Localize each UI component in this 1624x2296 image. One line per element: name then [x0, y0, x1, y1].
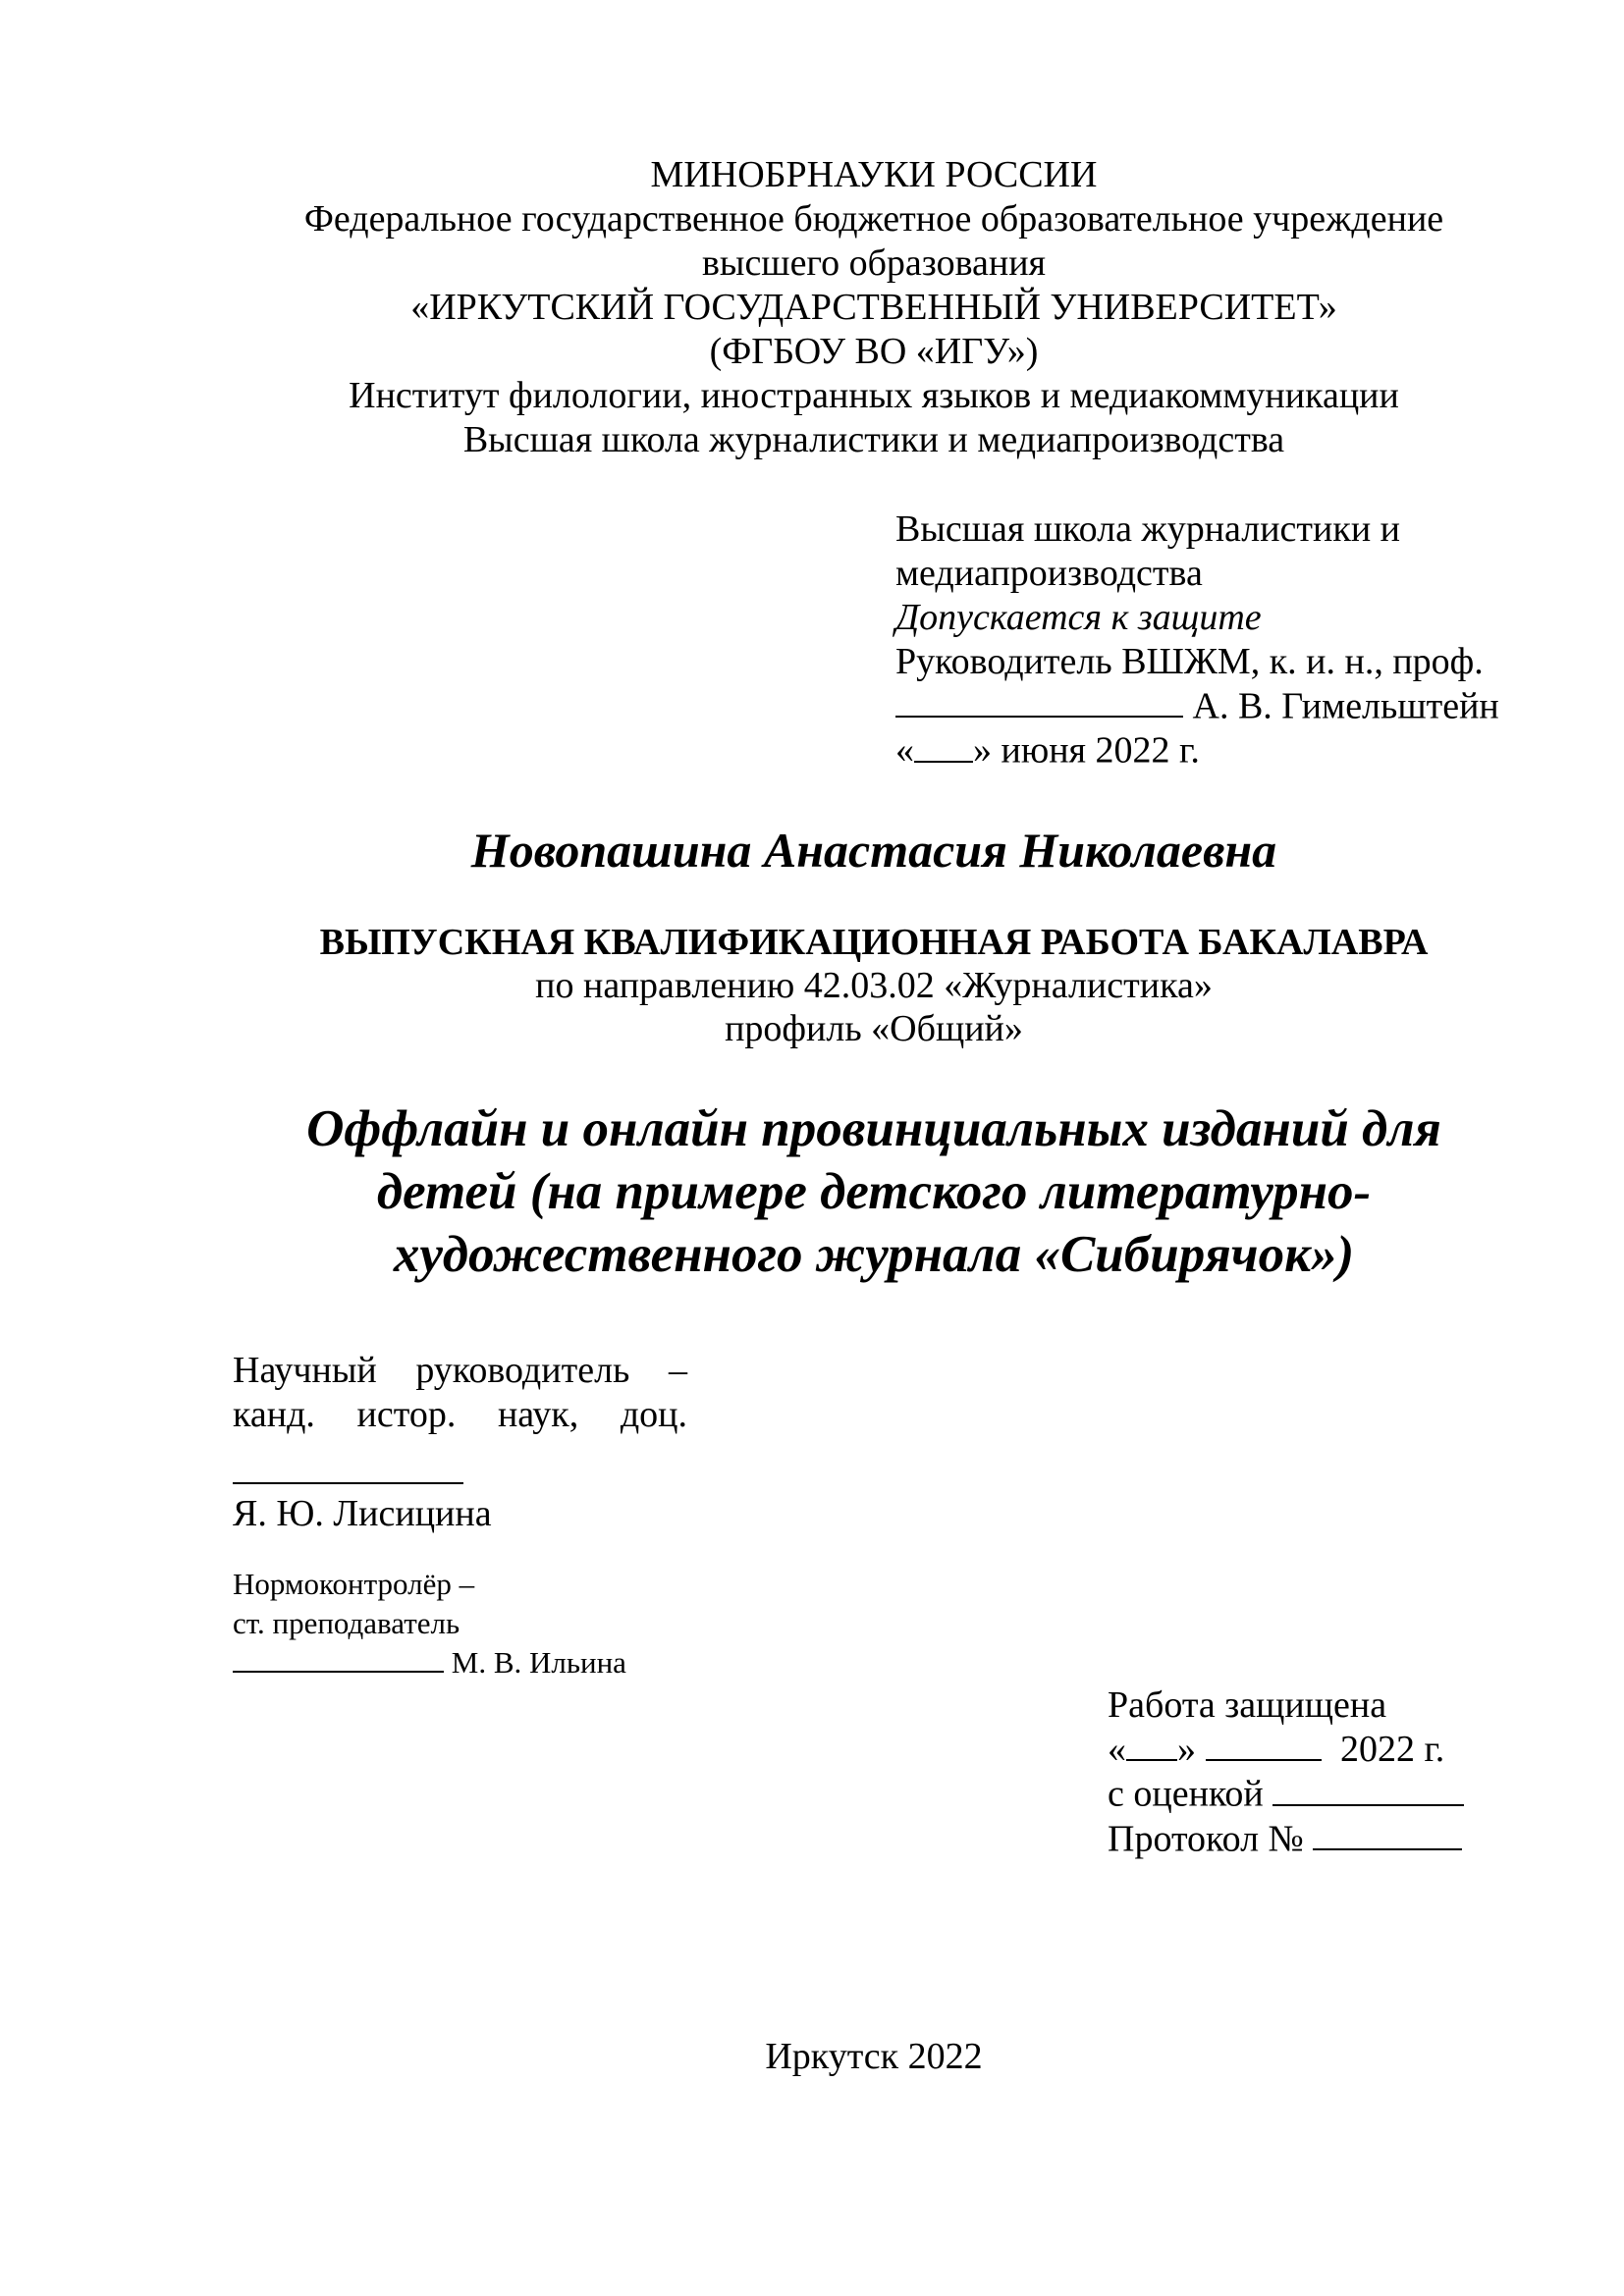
approval-signature-row: [895, 684, 1499, 728]
normocontrol-signature-row: [233, 1643, 626, 1682]
supervisor-word: доц.: [620, 1394, 687, 1435]
supervisor-line1: [233, 1349, 687, 1393]
university-abbreviation: (ФГБОУ ВО «ИГУ»): [709, 331, 1039, 372]
supervisor-word: истор.: [356, 1394, 457, 1435]
approval-school-line2: медиапроизводства: [895, 553, 1203, 594]
approval-school-line1: Высшая школа журналистики и: [895, 508, 1401, 550]
defense-date-row: [1108, 1728, 1464, 1772]
normocontrol-block: [233, 1565, 626, 1682]
university-name: «ИРКУТСКИЙ ГОСУДАРСТВЕННЫЙ УНИВЕРСИТЕТ»: [410, 287, 1337, 328]
grade-row: [1108, 1772, 1464, 1816]
month-blank-line: [1206, 1728, 1322, 1761]
defense-status: Работа защищена: [1108, 1684, 1387, 1726]
date-quote-open: «: [895, 729, 914, 772]
supervisor-name: Я. Ю. Лисицина: [233, 1493, 492, 1534]
ministry-name: МИНОБРНАУКИ РОССИИ: [650, 154, 1098, 195]
supervisor-block: [233, 1349, 687, 1536]
day-blank-line: [914, 728, 973, 762]
approval-date-text: » июня 2022 г.: [973, 729, 1200, 772]
thesis-title-line2: детей (на примере детского литературно-: [376, 1163, 1372, 1220]
institute-name: Институт филологии, иностранных языков и медиакоммуникации: [349, 375, 1399, 416]
protocol-label: Протокол №: [1108, 1817, 1304, 1859]
normocontrol-signature-line: [233, 1645, 444, 1673]
protocol-blank-line: [1313, 1817, 1462, 1850]
supervisor-word: наук,: [497, 1394, 579, 1435]
work-profile: профиль «Общий»: [725, 1008, 1023, 1049]
author-name: Новопашина Анастасия Николаевна: [470, 823, 1277, 878]
city-year: Иркутск 2022: [765, 2036, 983, 2077]
defense-year: 2022 г.: [1340, 1729, 1445, 1771]
normocontrol-position: ст. преподаватель: [233, 1606, 460, 1640]
document-header: [0, 153, 1624, 462]
approval-head-title: Руководитель ВШЖМ, к. и. н., проф.: [895, 641, 1484, 682]
supervisor-word: –: [668, 1350, 687, 1391]
approval-block: [895, 507, 1499, 774]
work-info: [0, 921, 1624, 1050]
admitted-to-defense: Допускается к защите: [895, 597, 1262, 638]
signature-line: [895, 684, 1183, 718]
grade-blank-line: [1272, 1772, 1464, 1805]
supervisor-word: Научный: [233, 1350, 377, 1391]
supervisor-word: руководитель: [415, 1350, 630, 1391]
date-quote-close: »: [1177, 1729, 1196, 1771]
supervisor-line2: [233, 1393, 687, 1437]
supervisor-signature-line: [233, 1447, 463, 1484]
date-quote-open: «: [1108, 1729, 1126, 1771]
normocontrol-name: М. В. Ильина: [451, 1645, 626, 1680]
approval-head-name: А. В. Гимельштейн: [1192, 685, 1499, 727]
thesis-title: [196, 1097, 1551, 1286]
work-direction: по направлению 42.03.02 «Журналистика»: [535, 965, 1213, 1006]
grade-label: с оценкой: [1108, 1773, 1264, 1815]
supervisor-word: канд.: [233, 1394, 315, 1435]
school-name: Высшая школа журналистики и медиапроизводства: [462, 419, 1285, 460]
work-type: ВЫПУСКНАЯ КВАЛИФИКАЦИОННАЯ РАБОТА БАКАЛАВРА: [319, 922, 1429, 963]
thesis-title-line3: художественного журнала «Сибирячок»): [393, 1226, 1355, 1283]
institution-type-line2: высшего образования: [701, 242, 1047, 284]
normocontrol-title: Нормоконтролёр –: [233, 1567, 475, 1601]
day-blank-line: [1126, 1728, 1177, 1761]
approval-date-row: [895, 728, 1499, 773]
institution-type-line1: Федеральное государственное бюджетное образовательное учреждение: [303, 198, 1444, 240]
thesis-title-line1: Оффлайн и онлайн провинциальных изданий для: [306, 1100, 1441, 1157]
protocol-row: [1108, 1817, 1464, 1861]
defense-block: [1108, 1683, 1464, 1861]
